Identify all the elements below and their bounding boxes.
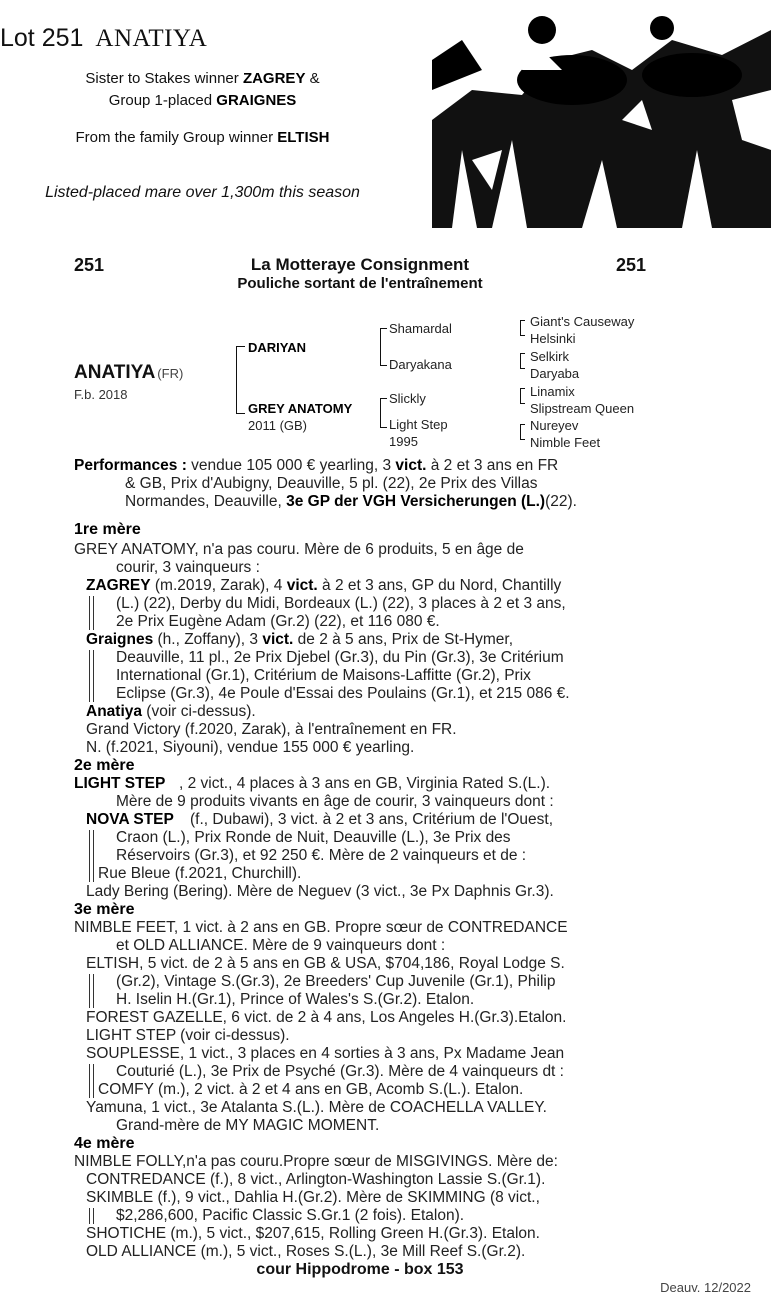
- forest-gazelle-line: FOREST GAZELLE, 6 vict. de 2 à 4 ans, Los Angeles H.(Gr.3).Etalon.: [86, 1009, 567, 1026]
- highlight-line-1: Sister to Stakes winner ZAGREY &: [85, 70, 320, 87]
- eltish-line-3: H. Iselin H.(Gr.1), Prince of Wales's S.(Gr.2). Etalon.: [116, 991, 475, 1008]
- g4-2: Helsinki: [530, 331, 576, 346]
- nova-step-line-2: Craon (L.), Prix Ronde de Nuit, Deauville (L.), 3e Prix des: [116, 829, 511, 846]
- zagrey-line-1: ZAGREY (m.2019, Zarak), 4 vict. à 2 et 3 ans, GP du Nord, Chantilly: [86, 577, 562, 594]
- nova-step-line-1: (f., Dubawi), 3 vict. à 2 et 3 ans, Critérium de l'Ouest,: [190, 811, 554, 828]
- nimble-feet-line-2: et OLD ALLIANCE. Mère de 9 vainqueurs dont :: [116, 937, 446, 954]
- nimble-folly-line: NIMBLE FOLLY,n'a pas couru.Propre sœur de MISGIVINGS. Mère de:: [74, 1153, 558, 1170]
- bracket-dam: [380, 398, 387, 428]
- dam: GREY ANATOMY: [248, 401, 353, 416]
- g4-6: Slipstream Queen: [530, 401, 635, 416]
- skimble-line-1: SKIMBLE (f.), 9 vict., Dahlia H.(Gr.2). Mère de SKIMMING (8 vict.,: [86, 1189, 540, 1206]
- yamuna-line-2: Grand-mère de MY MAGIC MOMENT.: [116, 1117, 380, 1134]
- indent-bar: [89, 974, 94, 1008]
- light-step-line-2: Mère de 9 produits vivants en âge de courir, 3 vainqueurs dont :: [116, 793, 554, 810]
- dam-line-1: GREY ANATOMY, n'a pas couru. Mère de 6 produits, 5 en âge de: [74, 541, 524, 558]
- section-3e-mere: 3e mère: [74, 901, 135, 918]
- lot-title: [0, 24, 207, 53]
- bracket-sire: [380, 328, 387, 366]
- sire: DARIYAN: [248, 340, 307, 355]
- indent-bar: [89, 596, 94, 630]
- section-4e-mere: 4e mère: [74, 1135, 135, 1152]
- lot-number-right: 251: [616, 255, 647, 275]
- old-alliance-line: OLD ALLIANCE (m.), 5 vict., Roses S.(L.), 3e Mill Reef S.(Gr.2).: [86, 1243, 526, 1260]
- rue-bleue-line: Rue Bleue (f.2021, Churchill).: [98, 865, 302, 882]
- g4-5: Linamix: [530, 384, 575, 399]
- catalogue-date: Deauv. 12/2022: [660, 1280, 751, 1295]
- highlight-line-3: From the family Group winner ELTISH: [75, 129, 330, 146]
- graignes-line-4: Eclipse (Gr.3), 4e Poule d'Essai des Poulains (Gr.1), et 215 086 €.: [116, 685, 570, 702]
- dam-dam-year: 1995: [389, 434, 418, 449]
- dam-line-2: courir, 3 vainqueurs :: [116, 559, 260, 576]
- stable-location: cour Hippodrome - box 153: [256, 1261, 464, 1278]
- light-step-line-1b: , 2 vict., 4 places à 3 ans en GB, Virginia Rated S.(L.).: [179, 775, 551, 792]
- nova-step-line-3: Réservoirs (Gr.3), et 92 250 €. Mère de 2 vainqueurs et de :: [116, 847, 527, 864]
- zagrey-line-3: 2e Prix Eugène Adam (Gr.2) (22), et 116 080 €.: [116, 613, 440, 630]
- bracket-g4-2: [520, 353, 525, 369]
- horse-name: ANATIYA (FR): [74, 362, 184, 383]
- dam-dam: Light Step: [389, 417, 448, 432]
- bracket-g4-1: [520, 320, 525, 336]
- subtitle: Pouliche sortant de l'entraînement: [237, 275, 483, 292]
- graignes-line-2: Deauville, 11 pl., 2e Prix Djebel (Gr.3), du Pin (Gr.3), 3e Critérium: [116, 649, 564, 666]
- race-photo: [432, 0, 771, 228]
- indent-bar: [89, 830, 94, 882]
- zagrey-line-2: (L.) (22), Derby du Midi, Bordeaux (L.) (22), 3 places à 2 et 3 ans,: [116, 595, 566, 612]
- eltish-line-2: (Gr.2), Vintage S.(Gr.3), 2e Breeders' Cup Juvenile (Gr.1), Philip: [116, 973, 556, 990]
- g4-1: Giant's Causeway: [530, 314, 635, 329]
- lady-bering-line: Lady Bering (Bering). Mère de Neguev (3 vict., 3e Px Daphnis Gr.3).: [86, 883, 554, 900]
- g4-3: Selkirk: [530, 349, 570, 364]
- souplesse-line-2: Couturié (L.), 3e Prix de Psyché (Gr.3). Mère de 4 vainqueurs dt :: [116, 1063, 564, 1080]
- comfy-line: COMFY (m.), 2 vict. à 2 et 4 ans en GB, Acomb S.(L.). Etalon.: [98, 1081, 524, 1098]
- sire-sire: Shamardal: [389, 321, 452, 336]
- graignes-line-1: Graignes (h., Zoffany), 3 vict. de 2 à 5 ans, Prix de St-Hymer,: [86, 631, 514, 648]
- skimble-line-2: $2,286,600, Pacific Classic S.Gr.1 (2 fois). Etalon).: [116, 1207, 465, 1224]
- grand-victory-line: Grand Victory (f.2020, Zarak), à l'entraînement en FR.: [86, 721, 457, 738]
- eltish-line-1: ELTISH, 5 vict. de 2 à 5 ans en GB & USA, $704,186, Royal Lodge S.: [86, 955, 565, 972]
- bracket-g4-4: [520, 424, 525, 440]
- indent-bar: [89, 1064, 94, 1098]
- dam-sire: Slickly: [389, 391, 426, 406]
- consignor: La Motteraye Consignment: [250, 255, 470, 274]
- yamuna-line-1: Yamuna, 1 vict., 3e Atalanta S.(L.). Mère de COACHELLA VALLEY.: [86, 1099, 547, 1116]
- highlight-italic: Listed-placed mare over 1,300m this season: [45, 184, 360, 201]
- section-2e-mere: 2e mère: [74, 757, 135, 774]
- souplesse-line-1: SOUPLESSE, 1 vict., 3 places en 4 sorties à 3 ans, Px Madame Jean: [86, 1045, 565, 1062]
- g4-7: Nureyev: [530, 418, 579, 433]
- horse-details: F.b. 2018: [74, 387, 128, 402]
- anatiya-line: Anatiya (voir ci-dessus).: [86, 703, 256, 720]
- contredance-line: CONTREDANCE (f.), 8 vict., Arlington-Washington Lassie S.(Gr.1).: [86, 1171, 546, 1188]
- nimble-feet-line-1: NIMBLE FEET, 1 vict. à 2 ans en GB. Propre sœur de CONTREDANCE: [74, 919, 568, 936]
- highlight-line-2: Group 1-placed GRAIGNES: [108, 92, 297, 109]
- horse-title-name: ANATIYA: [95, 25, 208, 52]
- light-step-ref-line: LIGHT STEP (voir ci-dessus).: [86, 1027, 290, 1044]
- sire-dam: Daryakana: [389, 357, 452, 372]
- indent-bar: [89, 1208, 94, 1224]
- indent-bar: [89, 650, 94, 702]
- race-photo-image: [432, 0, 771, 228]
- lot-label: Lot 251: [0, 24, 84, 52]
- performances-line-3: Normandes, Deauville, 3e GP der VGH Versicherungen (L.)(22).: [125, 493, 577, 510]
- n-filly-line: N. (f.2021, Siyouni), vendue 155 000 € yearling.: [86, 739, 415, 756]
- performances-line-2: & GB, Prix d'Aubigny, Deauville, 5 pl. (22), 2e Prix des Villas: [125, 475, 538, 492]
- nova-step-name: NOVA STEP: [86, 811, 174, 828]
- bracket-main: [236, 346, 245, 414]
- light-step-line-1: LIGHT STEP: [74, 775, 166, 792]
- dam-info: 2011 (GB): [248, 418, 308, 433]
- bracket-g4-3: [520, 388, 525, 404]
- lot-number-left: 251: [74, 255, 105, 275]
- shotiche-line: SHOTICHE (m.), 5 vict., $207,615, Rolling Green H.(Gr.3). Etalon.: [86, 1225, 540, 1242]
- performances-line-1: Performances : vendue 105 000 € yearling, 3 vict. à 2 et 3 ans en FR: [74, 457, 559, 474]
- graignes-line-3: International (Gr.1), Critérium de Maisons-Laffitte (Gr.2), Prix: [116, 667, 531, 684]
- g4-8: Nimble Feet: [530, 435, 601, 450]
- section-1re-mere: 1re mère: [74, 521, 141, 538]
- g4-4: Daryaba: [530, 366, 580, 381]
